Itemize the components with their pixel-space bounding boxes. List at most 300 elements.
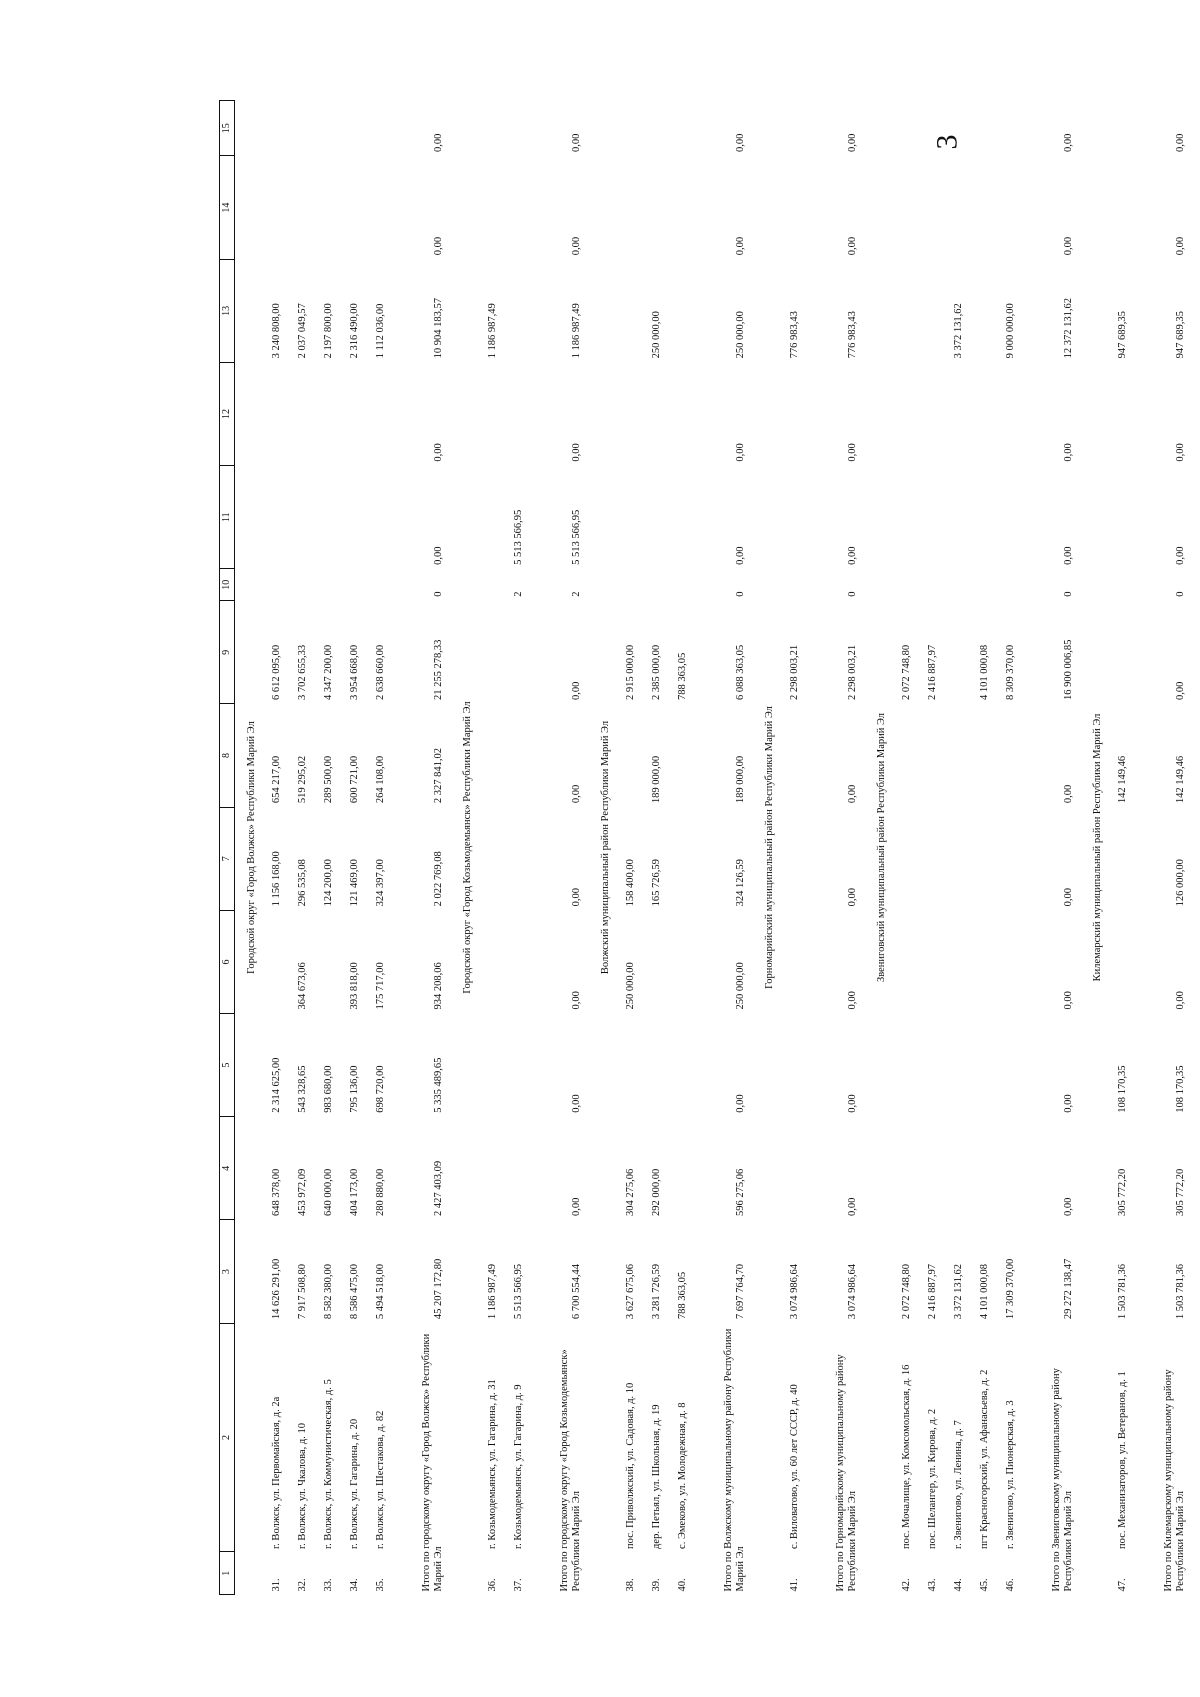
value-cell: 0,00: [570, 1197, 582, 1216]
value-cell: 2 072 748,80: [901, 1264, 912, 1320]
total-label: Итого по Звениговскому муниципальному району Республики Марий Эл: [1050, 1368, 1074, 1592]
value-cell: [623, 156, 649, 259]
value-cell: 6 612 095,00: [271, 644, 282, 700]
section-heading: Городской округ «Город Козьмодемьянск» Республики Марий Эл: [461, 701, 473, 994]
value-cell: [485, 910, 511, 1013]
value-cell: [511, 101, 537, 157]
value-cell: [623, 466, 649, 569]
value-cell: [951, 910, 977, 1013]
value-cell: [269, 101, 295, 157]
value-cell: 3 954 668,00: [349, 644, 360, 700]
value-cell: 324 397,00: [375, 859, 386, 907]
value-cell: [347, 156, 373, 259]
value-cell: [649, 910, 675, 1013]
value-cell: 0,00: [846, 784, 858, 804]
address-cell: г. Звенигово, ул. Пионерская, д. 3: [1005, 1400, 1016, 1549]
value-cell: 3 281 726,59: [651, 1264, 662, 1320]
value-cell: 1 112 036,00: [375, 303, 386, 359]
table-row: [269, 101, 295, 1595]
address-cell: г. Звенигово, ул. Ленина, д. 7: [953, 1420, 964, 1549]
value-cell: 453 972,09: [297, 1168, 308, 1216]
value-cell: 2 416 887,97: [927, 644, 938, 700]
column-header: 5: [220, 1014, 235, 1117]
value-cell: [925, 910, 951, 1013]
value-cell: [899, 1014, 925, 1117]
value-cell: 2 072 748,80: [901, 644, 912, 700]
table-row: [787, 101, 813, 1595]
value-cell: 16 900 006,85: [1062, 639, 1074, 700]
total-label: Итого по Горномарийскому муниципальному району Республики Марий Эл: [834, 1354, 858, 1592]
row-number: 38.: [625, 1578, 636, 1592]
value-cell: 0,00: [570, 681, 582, 700]
value-cell: 250 000,00: [625, 962, 636, 1010]
value-cell: [511, 362, 537, 465]
value-cell: 640 000,00: [323, 1168, 334, 1216]
value-cell: [951, 704, 977, 807]
value-cell: [899, 1117, 925, 1220]
value-cell: 7 917 508,80: [297, 1264, 308, 1320]
value-cell: 0: [734, 591, 746, 597]
value-cell: [977, 807, 1003, 910]
total-label: Итого по городскому округу «Город Козьмодемьянск» Республики Марий Эл: [558, 1349, 582, 1592]
value-cell: [295, 156, 321, 259]
address-cell: пгт Красногорский, ул. Афанасьева, д. 2: [979, 1369, 990, 1549]
column-header: 14: [220, 156, 235, 259]
value-cell: [269, 466, 295, 569]
value-cell: [295, 101, 321, 157]
value-cell: 0: [1062, 591, 1074, 597]
value-cell: [925, 156, 951, 259]
value-cell: 0,00: [734, 443, 746, 462]
value-cell: [485, 569, 511, 601]
table-row: [1003, 101, 1029, 1595]
value-cell: [485, 704, 511, 807]
value-cell: [675, 156, 701, 259]
value-cell: 0,00: [570, 236, 582, 256]
value-cell: 2 915 000,00: [625, 644, 636, 700]
value-cell: 2 197 800,00: [323, 303, 334, 359]
value-cell: 280 880,00: [375, 1168, 386, 1216]
value-cell: [485, 601, 511, 704]
value-cell: 9 000 000,00: [1005, 303, 1016, 359]
address-cell: г. Волжск, ул. Чкалова, д. 10: [297, 1423, 308, 1549]
value-cell: 0,00: [432, 236, 444, 256]
value-cell: [977, 466, 1003, 569]
value-cell: [485, 1014, 511, 1117]
value-cell: 0,00: [1174, 546, 1186, 565]
section-heading-row: [235, 101, 270, 1595]
value-cell: 165 726,59: [651, 859, 662, 907]
value-cell: 0,00: [846, 1094, 858, 1113]
value-cell: 8 586 475,00: [349, 1264, 360, 1320]
value-cell: 10 904 183,57: [432, 298, 444, 359]
value-cell: [269, 156, 295, 259]
value-cell: 947 689,35: [1174, 311, 1186, 359]
row-number: 45.: [979, 1578, 990, 1592]
value-cell: [675, 101, 701, 157]
value-cell: 0,00: [570, 133, 582, 152]
value-cell: [295, 569, 321, 601]
value-cell: 305 772,20: [1174, 1168, 1186, 1216]
value-cell: 6 088 363,05: [734, 644, 746, 700]
value-cell: [321, 101, 347, 157]
value-cell: 1 186 987,49: [487, 303, 498, 359]
value-cell: [373, 569, 399, 601]
row-number: 31.: [271, 1578, 282, 1592]
value-cell: [675, 1014, 701, 1117]
column-header: 10: [220, 569, 235, 601]
value-cell: [511, 1014, 537, 1117]
section-heading: Горномарийский муниципальный район Республики Марий Эл: [763, 706, 775, 989]
value-cell: 2 022 769,08: [432, 851, 444, 907]
value-cell: [675, 466, 701, 569]
value-cell: 0,00: [570, 1094, 582, 1113]
section-heading-row: [753, 101, 787, 1595]
row-number: 36.: [487, 1578, 498, 1592]
data-table: [219, 100, 1193, 1595]
table-row: [321, 101, 347, 1595]
value-cell: 2 385 000,00: [651, 644, 662, 700]
address-cell: пос. Шелангер, ул. Кирова, д. 2: [927, 1408, 938, 1549]
value-cell: 304 275,06: [625, 1168, 636, 1216]
value-cell: 1 186 987,49: [487, 1264, 498, 1320]
address-cell: г. Волжск, ул. Шестакова, д. 82: [375, 1410, 386, 1549]
table-row: [899, 101, 925, 1595]
value-cell: 393 818,00: [349, 962, 360, 1010]
value-cell: 8 309 370,00: [1005, 644, 1016, 700]
value-cell: 8 582 380,00: [323, 1264, 334, 1320]
value-cell: 124 200,00: [323, 859, 334, 907]
section-heading: Звениговский муниципальный район Республики Марий Эл: [875, 712, 887, 983]
value-cell: [1115, 466, 1141, 569]
value-cell: 2 298 003,21: [846, 644, 858, 700]
value-cell: 2: [570, 591, 582, 597]
value-cell: [1003, 156, 1029, 259]
value-cell: [951, 807, 977, 910]
value-cell: 305 772,20: [1117, 1168, 1128, 1216]
value-cell: 3 074 986,64: [789, 1264, 800, 1320]
value-cell: 1 186 987,49: [570, 303, 582, 359]
value-cell: 0: [846, 591, 858, 597]
value-cell: 0,00: [432, 546, 444, 565]
value-cell: [675, 807, 701, 910]
value-cell: [899, 156, 925, 259]
value-cell: [485, 101, 511, 157]
value-cell: [1003, 362, 1029, 465]
section-heading: Волжский муниципальный район Республики Марий Эл: [599, 720, 611, 975]
value-cell: 29 272 138,47: [1062, 1258, 1074, 1320]
value-cell: 7 697 764,70: [734, 1264, 746, 1320]
row-number: 42.: [901, 1578, 912, 1592]
value-cell: [787, 362, 813, 465]
value-cell: 296 535,08: [297, 859, 308, 907]
value-cell: 5 513 566,95: [513, 509, 524, 565]
value-cell: 654 217,00: [271, 755, 282, 804]
address-cell: г. Волжск, ул. Первомайская, д. 2а: [271, 1396, 282, 1549]
value-cell: [787, 101, 813, 157]
value-cell: 1 503 781,36: [1174, 1264, 1186, 1320]
value-cell: [675, 704, 701, 807]
value-cell: 292 000,00: [651, 1168, 662, 1216]
value-cell: [511, 259, 537, 362]
value-cell: [787, 807, 813, 910]
value-cell: [1115, 601, 1141, 704]
value-cell: 0,00: [846, 133, 858, 152]
value-cell: [925, 466, 951, 569]
value-cell: 3 702 655,33: [297, 644, 308, 700]
section-heading-row: [1081, 101, 1115, 1595]
row-number: 44.: [953, 1578, 964, 1592]
section-heading-row: [865, 101, 899, 1595]
value-cell: [899, 259, 925, 362]
value-cell: [321, 910, 347, 1013]
value-cell: 0,00: [1174, 991, 1186, 1010]
table-row: [925, 101, 951, 1595]
value-cell: 2 316 490,00: [349, 303, 360, 359]
address-cell: пос. Мочалище, ул. Комсомольская, д. 16: [901, 1364, 912, 1549]
value-cell: 0,00: [734, 1094, 746, 1113]
value-cell: 3 074 986,64: [846, 1264, 858, 1320]
value-cell: [977, 569, 1003, 601]
value-cell: 175 717,00: [375, 962, 386, 1010]
value-cell: 404 173,00: [349, 1168, 360, 1216]
value-cell: 2 314 625,00: [271, 1057, 282, 1113]
value-cell: [1003, 1117, 1029, 1220]
value-cell: [675, 362, 701, 465]
value-cell: [925, 704, 951, 807]
value-cell: 0,00: [1062, 236, 1074, 256]
value-cell: [951, 601, 977, 704]
value-cell: 2 427 403,09: [432, 1160, 444, 1216]
value-cell: 142 149,46: [1174, 755, 1186, 804]
value-cell: [485, 156, 511, 259]
value-cell: 0,00: [1062, 887, 1074, 907]
column-header: 15: [220, 101, 235, 157]
section-heading-row: [451, 101, 485, 1595]
value-cell: 947 689,35: [1117, 311, 1128, 359]
value-cell: 2 327 841,02: [432, 748, 444, 804]
row-number: 32.: [297, 1578, 308, 1592]
value-cell: [347, 362, 373, 465]
value-cell: [1003, 910, 1029, 1013]
value-cell: 0,00: [1062, 133, 1074, 152]
value-cell: 1 156 168,00: [271, 851, 282, 907]
value-cell: 600 721,00: [349, 755, 360, 804]
value-cell: 0,00: [846, 887, 858, 907]
table-row: [295, 101, 321, 1595]
value-cell: [1003, 1014, 1029, 1117]
total-label: Итого по Килемарскому муниципальному району Республики Марий Эл: [1162, 1369, 1186, 1592]
value-cell: [1003, 569, 1029, 601]
row-number: 33.: [323, 1578, 334, 1592]
value-cell: [1115, 807, 1141, 910]
value-cell: [951, 101, 977, 157]
column-header: 12: [220, 362, 235, 465]
column-header: 4: [220, 1117, 235, 1220]
column-header: 7: [220, 807, 235, 910]
row-number: 41.: [789, 1578, 800, 1592]
value-cell: [977, 259, 1003, 362]
value-cell: [951, 156, 977, 259]
value-cell: 788 363,05: [677, 1271, 688, 1320]
value-cell: [623, 704, 649, 807]
value-cell: 0: [1174, 591, 1186, 597]
value-cell: 4 101 000,08: [979, 1264, 990, 1320]
value-cell: [373, 466, 399, 569]
value-cell: 0,00: [570, 887, 582, 907]
value-cell: [1003, 704, 1029, 807]
value-cell: [295, 466, 321, 569]
row-number: 39.: [651, 1578, 662, 1592]
value-cell: 0,00: [432, 133, 444, 152]
value-cell: 4 347 200,00: [323, 644, 334, 700]
value-cell: [787, 569, 813, 601]
value-cell: 289 500,00: [323, 755, 334, 804]
value-cell: 264 108,00: [375, 755, 386, 804]
value-cell: [925, 569, 951, 601]
column-header: 9: [220, 601, 235, 704]
value-cell: 0,00: [1062, 991, 1074, 1010]
value-cell: 0,00: [1062, 1197, 1074, 1216]
value-cell: 5 513 566,95: [570, 509, 582, 565]
value-cell: [649, 362, 675, 465]
row-number: 43.: [927, 1578, 938, 1592]
value-cell: [623, 362, 649, 465]
value-cell: 3 372 131,62: [953, 1264, 964, 1320]
address-cell: дер. Петьял, ул. Школьная, д. 19: [651, 1404, 662, 1549]
table-row: [511, 101, 537, 1595]
row-number: 46.: [1005, 1578, 1016, 1592]
table-header-row: [220, 101, 235, 1595]
value-cell: 2: [513, 591, 524, 597]
value-cell: 5 494 518,00: [375, 1264, 386, 1320]
value-cell: 189 000,00: [651, 755, 662, 804]
rotated-table-container: [219, 100, 1186, 1595]
value-cell: [787, 910, 813, 1013]
value-cell: [649, 466, 675, 569]
value-cell: 2 037 049,57: [297, 303, 308, 359]
value-cell: [321, 466, 347, 569]
table-row: [675, 101, 701, 1595]
address-cell: пос. Приволжский, ул. Садовая, д. 10: [625, 1382, 636, 1549]
value-cell: [485, 807, 511, 910]
value-cell: [951, 569, 977, 601]
value-cell: 698 720,00: [375, 1065, 386, 1113]
value-cell: [1115, 362, 1141, 465]
address-cell: г. Козьмодемьянск, ул. Гагарина, д. 9: [513, 1384, 524, 1549]
total-row: [701, 101, 753, 1595]
address-cell: пос. Механизаторов, ул. Ветеранов, д. 1: [1117, 1371, 1128, 1549]
value-cell: [485, 362, 511, 465]
value-cell: 12 372 131,62: [1062, 298, 1074, 359]
value-cell: 250 000,00: [734, 962, 746, 1010]
value-cell: 0,00: [1062, 1094, 1074, 1113]
value-cell: [623, 101, 649, 157]
table-row: [977, 101, 1003, 1595]
value-cell: 0,00: [734, 133, 746, 152]
value-cell: [925, 807, 951, 910]
value-cell: 519 295,02: [297, 755, 308, 804]
value-cell: [977, 156, 1003, 259]
value-cell: [675, 1117, 701, 1220]
column-header: 13: [220, 259, 235, 362]
value-cell: [321, 569, 347, 601]
value-cell: [373, 362, 399, 465]
value-cell: [925, 101, 951, 157]
value-cell: 158 400,00: [625, 859, 636, 907]
value-cell: 0,00: [846, 236, 858, 256]
value-cell: 108 170,35: [1117, 1065, 1128, 1113]
value-cell: 0,00: [570, 991, 582, 1010]
row-number: 37.: [513, 1578, 524, 1592]
value-cell: [485, 1117, 511, 1220]
value-cell: 4 101 000,08: [979, 644, 990, 700]
value-cell: 3 240 808,00: [271, 303, 282, 359]
total-row: [1029, 101, 1081, 1595]
value-cell: 14 626 291,00: [271, 1258, 282, 1320]
value-cell: [511, 910, 537, 1013]
value-cell: [787, 1014, 813, 1117]
value-cell: 0,00: [1174, 133, 1186, 152]
value-cell: 250 000,00: [651, 311, 662, 359]
value-cell: [347, 569, 373, 601]
value-cell: 776 983,43: [789, 311, 800, 359]
value-cell: [899, 807, 925, 910]
table-row: [649, 101, 675, 1595]
value-cell: [899, 362, 925, 465]
value-cell: 0,00: [846, 1197, 858, 1216]
value-cell: [649, 1014, 675, 1117]
address-cell: г. Волжск, ул. Коммунистическая, д. 5: [323, 1379, 334, 1549]
section-heading-row: [589, 101, 623, 1595]
value-cell: [925, 1117, 951, 1220]
value-cell: [485, 466, 511, 569]
value-cell: 648 378,00: [271, 1168, 282, 1216]
value-cell: 126 000,00: [1174, 859, 1186, 907]
value-cell: [373, 101, 399, 157]
value-cell: [977, 910, 1003, 1013]
value-cell: [649, 569, 675, 601]
row-number: 35.: [375, 1578, 386, 1592]
value-cell: [347, 101, 373, 157]
value-cell: [511, 807, 537, 910]
page-number: 3: [930, 134, 964, 150]
total-row: [537, 101, 589, 1595]
value-cell: [925, 362, 951, 465]
value-cell: [269, 569, 295, 601]
value-cell: [787, 704, 813, 807]
table-body: [235, 101, 1194, 1595]
value-cell: [1115, 156, 1141, 259]
value-cell: 5 513 566,95: [513, 1264, 524, 1320]
value-cell: [977, 1117, 1003, 1220]
value-cell: 6 700 554,44: [570, 1264, 582, 1320]
row-number: 34.: [349, 1578, 360, 1592]
value-cell: 776 983,43: [846, 311, 858, 359]
column-header: 2: [220, 1323, 235, 1552]
value-cell: [1115, 910, 1141, 1013]
value-cell: [623, 259, 649, 362]
value-cell: [925, 1014, 951, 1117]
value-cell: 0,00: [1174, 443, 1186, 462]
value-cell: [977, 101, 1003, 157]
value-cell: 108 170,35: [1174, 1065, 1186, 1113]
value-cell: 0,00: [432, 443, 444, 462]
value-cell: 2 298 003,21: [789, 644, 800, 700]
table-row: [1115, 101, 1141, 1595]
value-cell: [675, 910, 701, 1013]
value-cell: [899, 466, 925, 569]
